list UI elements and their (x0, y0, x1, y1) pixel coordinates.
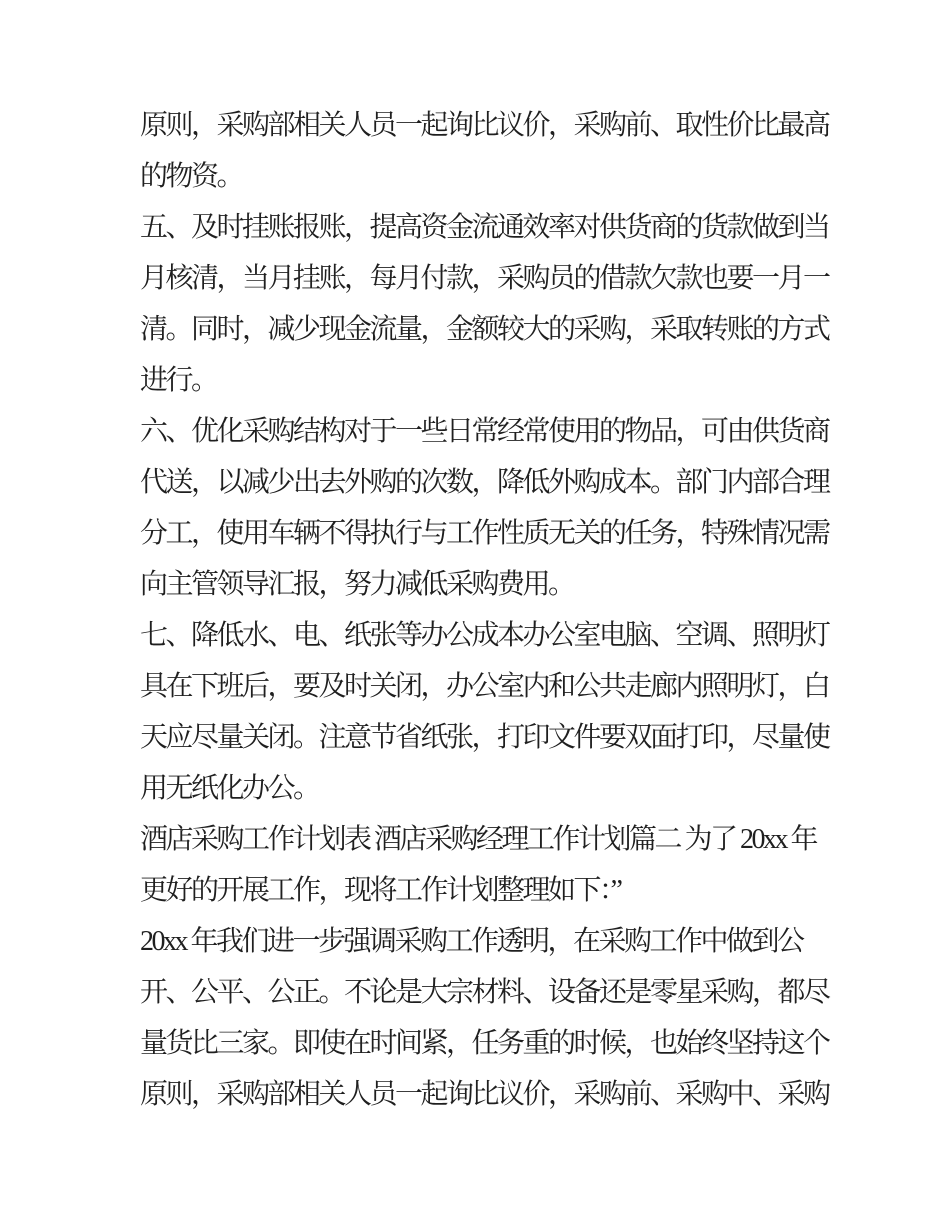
text-line: 月核清，当月挂账，每月付款，采购员的借款欠款也要一月一 (140, 263, 829, 294)
text-line: 清。同时，减少现金流量，金额较大的采购，采取转账的方式 (140, 314, 829, 345)
text-line: 分工，使用车辆不得执行与工作性质无关的任务，特殊情况需 (140, 518, 829, 549)
text-line: 向主管领导汇报，努力减低采购费用。 (140, 569, 574, 600)
text-line: 量货比三家。即使在时间紧，任务重的时候，也始终坚持这个 (140, 1028, 829, 1059)
text-line: 六、优化采购结构对于一些日常经常使用的物品，可由供货商 (140, 416, 829, 447)
text-line: 原则，采购部相关人员一起询比议价，采购前、取性价比最高 (140, 110, 829, 141)
text-line: 开、公平、公正。不论是大宗材料、设备还是零星采购，都尽 (140, 977, 829, 1008)
text-line: 用无纸化办公。 (140, 773, 319, 804)
text-line: 七、降低水、电、纸张等办公成本办公室电脑、空调、照明灯 (140, 620, 829, 651)
text-line: 原则，采购部相关人员一起询比议价，采购前、采购中、采购 (140, 1079, 829, 1110)
text-line: 具在下班后，要及时关闭，办公室内和公共走廊内照明灯，白 (140, 671, 829, 702)
text-line: 天应尽量关闭。注意节省纸张，打印文件要双面打印，尽量使 (140, 722, 829, 753)
text-line: 更好的开展工作，现将工作计划整理如下：” (140, 875, 621, 906)
text-line: 酒店采购工作计划表 酒店采购经理工作计划篇二 为了 20xx 年 (140, 824, 817, 855)
text-line: 20xx 年我们进一步强调采购工作透明，在采购工作中做到公 (140, 926, 803, 957)
document-text-block (140, 100, 829, 1120)
text-line: 代送，以减少出去外购的次数，降低外购成本。部门内部合理 (140, 467, 829, 498)
text-line: 的物资。 (140, 161, 243, 192)
text-line: 五、及时挂账报账，提高资金流通效率对供货商的货款做到当 (140, 212, 829, 243)
text-line: 进行。 (140, 365, 217, 396)
